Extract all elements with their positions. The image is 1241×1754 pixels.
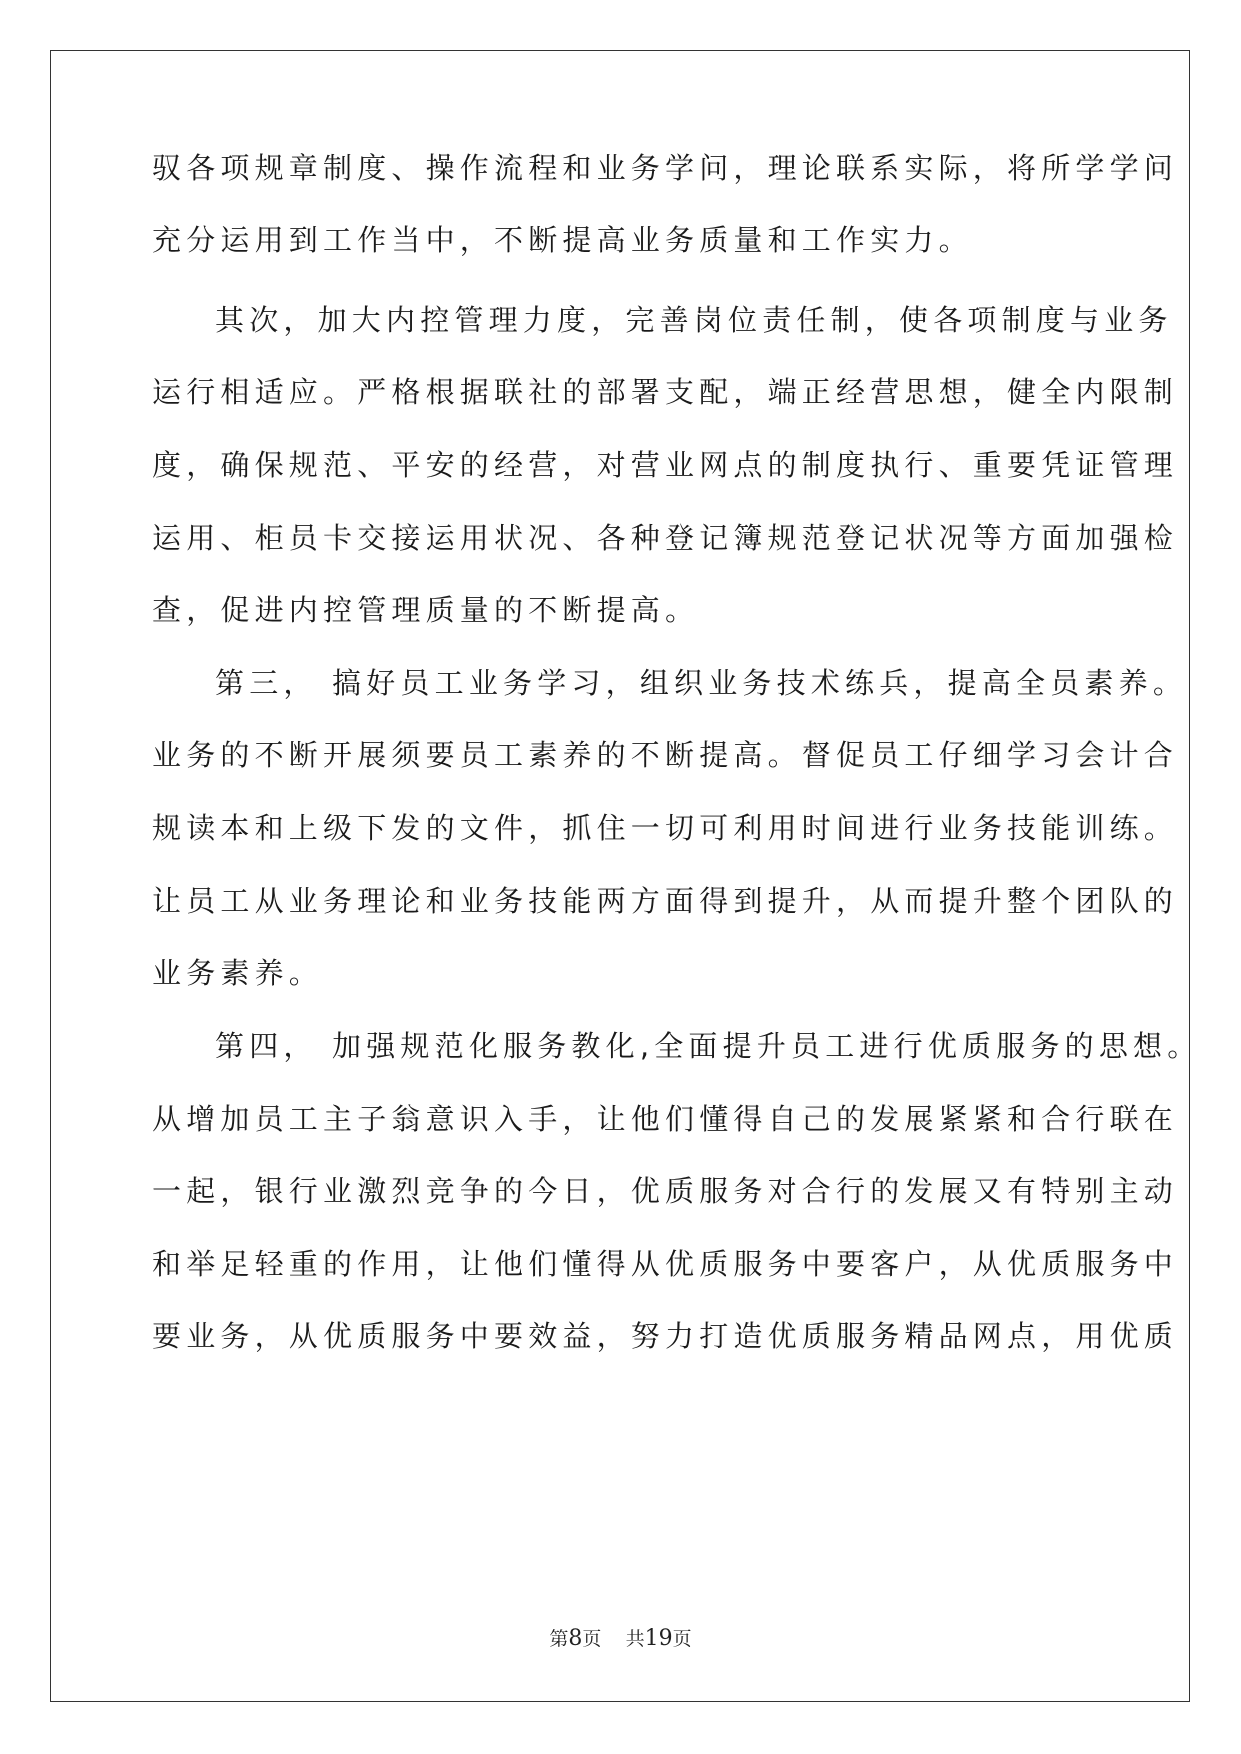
footer-suffix: 页 <box>672 1628 692 1650</box>
paragraph-start-line: 第三， 搞好员工业务学习，组织业务技术练兵，提高全员素养。 <box>215 666 1188 700</box>
text-line: 驭各项规章制度、操作流程和业务学问，理论联系实际，将所学学问 <box>152 151 1179 185</box>
text-line: 运用、柜员卡交接运用状况、各种登记簿规范登记状况等方面加强检 <box>152 521 1179 555</box>
text-line: 从增加员工主子翁意识入手，让他们懂得自己的发展紧紧和合行联在 <box>152 1102 1179 1136</box>
text-line: 查，促进内控管理质量的不断提高。 <box>152 593 700 627</box>
text-line: 和举足轻重的作用，让他们懂得从优质服务中要客户，从优质服务中 <box>152 1247 1179 1281</box>
text-line: 让员工从业务理论和业务技能两方面得到提升，从而提升整个团队的 <box>152 884 1179 918</box>
paragraph-start-line: 其次，加大内控管理力度，完善岗位责任制，使各项制度与业务 <box>215 303 1173 337</box>
footer-middle: 页 共 <box>582 1628 645 1650</box>
text-line: 规读本和上级下发的文件，抓住一切可利用时间进行业务技能训练。 <box>152 811 1179 845</box>
text-line: 一起，银行业激烈竞争的今日，优质服务对合行的发展又有特别主动 <box>152 1174 1179 1208</box>
current-page-number: 8 <box>568 1626 583 1651</box>
page-footer <box>0 1626 1241 1652</box>
paragraph-start-line: 第四， 加强规范化服务教化,全面提升员工进行优质服务的思想。 <box>215 1029 1202 1063</box>
text-line: 业务素养。 <box>152 956 324 990</box>
text-line: 运行相适应。严格根据联社的部署支配，端正经营思想，健全内限制 <box>152 375 1179 409</box>
text-line: 要业务，从优质服务中要效益，努力打造优质服务精品网点，用优质 <box>152 1319 1179 1353</box>
text-line: 业务的不断开展须要员工素养的不断提高。督促员工仔细学习会计合 <box>152 738 1179 772</box>
footer-prefix: 第 <box>549 1628 569 1650</box>
page-border <box>50 50 1190 1702</box>
text-line: 充分运用到工作当中，不断提高业务质量和工作实力。 <box>152 223 973 257</box>
total-pages-number: 19 <box>644 1626 673 1651</box>
text-line: 度，确保规范、平安的经营，对营业网点的制度执行、重要凭证管理 <box>152 448 1179 482</box>
